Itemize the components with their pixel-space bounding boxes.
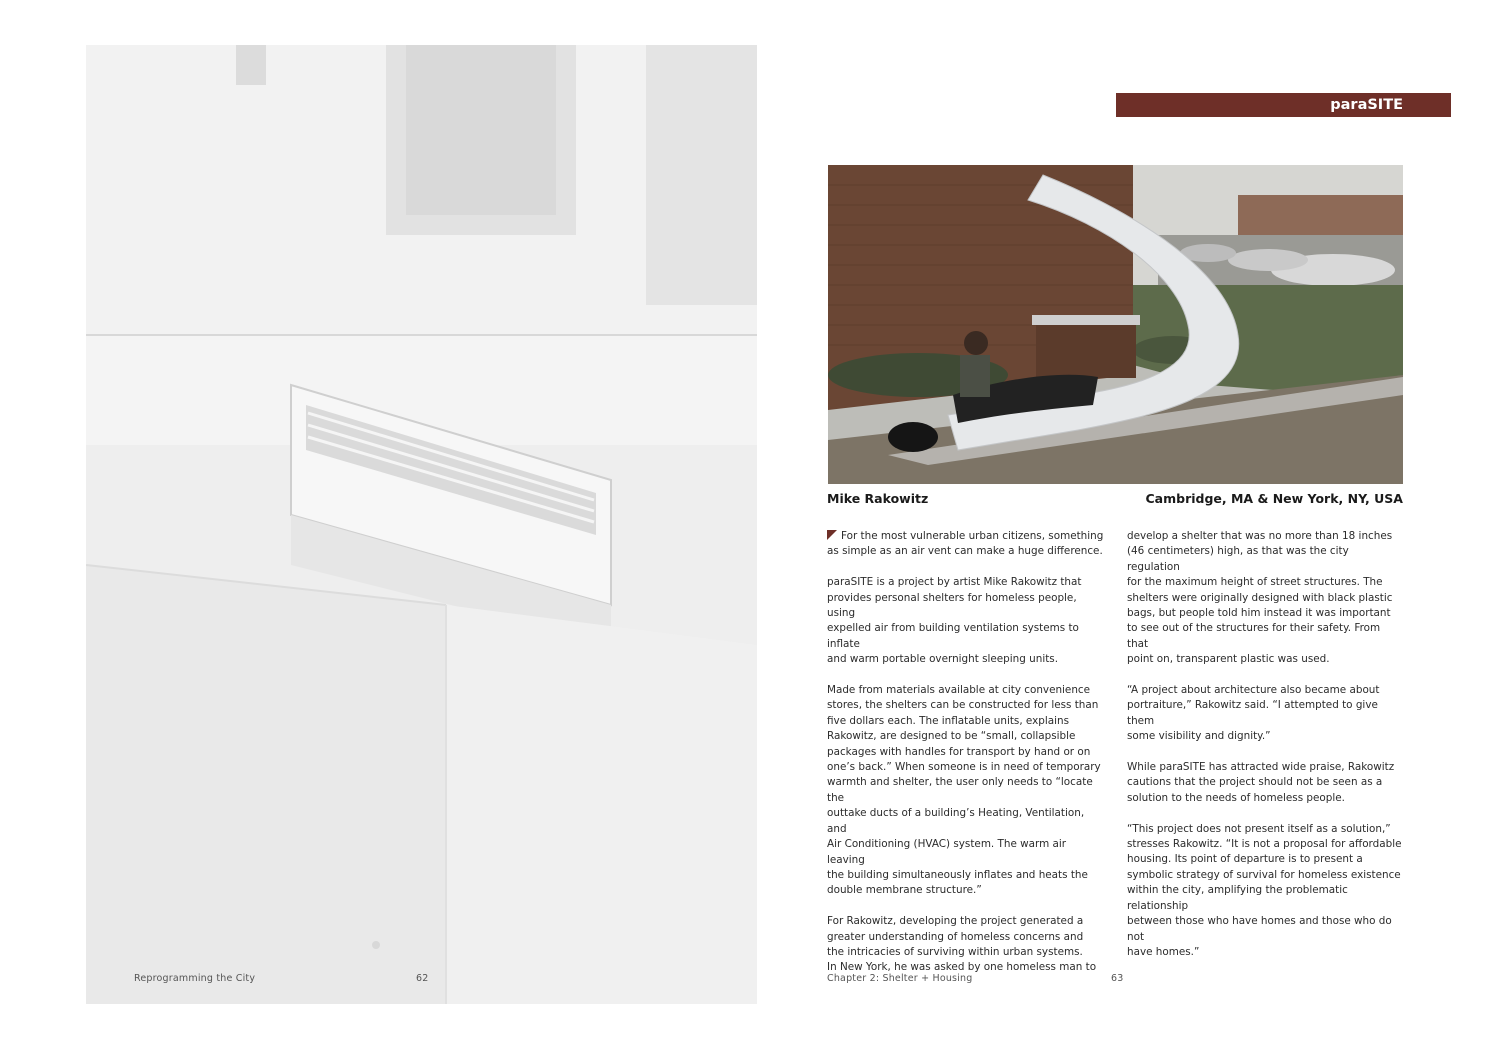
- left-page-background-photo: [86, 45, 757, 1004]
- quote-paragraph: “This project does not present itself as a solution,” stresses Rakowitz. “It is not a proposal for affordable housing. Its point of departure is to present a symbolic strategy of survival for homeless existence within the city, amplifying the problematic relationship between those who have homes and those who do not have homes.”: [1127, 822, 1402, 958]
- quote-paragraph: “A project about architecture also became about portraiture,” Rakowitz said. “I attempted to give them some visibility and dignity.”: [1127, 684, 1380, 743]
- text-column-left: [827, 529, 1104, 976]
- body-paragraph: While paraSITE has attracted wide praise, Rakowitz cautions that the project should not be seen as a solution to the needs of homeless people.: [1127, 761, 1395, 804]
- photo-illustration: [828, 165, 1403, 484]
- footer-chapter-title: Chapter 2: Shelter + Housing: [827, 973, 973, 984]
- body-paragraph: develop a shelter that was no more than 18 inches (46 centimeters) high, as that was the city regulation for the maximum height of street structures. The shelters were originally designed with black plastic bags, but people told him instead it was important to see out of the structures for their safety. From that point on, transparent plastic was used.: [1127, 530, 1393, 666]
- text-column-right: [1127, 529, 1404, 960]
- building-vent-photo: [86, 45, 757, 1004]
- parasite-shelter-photo: [828, 165, 1403, 484]
- page-number-left: 62: [416, 973, 429, 984]
- body-paragraph: For Rakowitz, developing the project generated a greater understanding of homeless concerns and the intricacies of surviving within urban systems. In New York, he was asked by one homeless man to: [827, 915, 1097, 974]
- section-banner: paraSITE: [1116, 93, 1451, 117]
- section-marker-icon: [827, 530, 837, 540]
- body-paragraph: paraSITE is a project by artist Mike Rakowitz that provides personal shelters for homeless people, using expelled air from building ventilation systems to inflate and warm portable overnight sleeping units.: [827, 576, 1082, 666]
- footer-book-title: Reprogramming the City: [134, 973, 256, 984]
- body-paragraph: Made from materials available at city convenience stores, the shelters can be constructed for less than five dollars each. The inflatable units, explains Rakowitz, are designed to be “small, collapsible packages with handles for transport by hand or on one’s back.” When someone is in need of temporary warmth and shelter, the user only needs to “locate the outtake ducts of a building’s Heating, Ventilation, and Air Conditioning (HVAC) system. The warm air leaving the building simultaneously inflates and heats the double membrane structure.”: [827, 684, 1101, 897]
- intro-paragraph: For the most vulnerable urban citizens, something as simple as an air vent can make a huge difference.: [827, 530, 1104, 558]
- artist-name: Mike Rakowitz: [827, 491, 929, 506]
- page-number-right: 63: [1111, 973, 1124, 984]
- project-location: Cambridge, MA & New York, NY, USA: [1145, 491, 1403, 506]
